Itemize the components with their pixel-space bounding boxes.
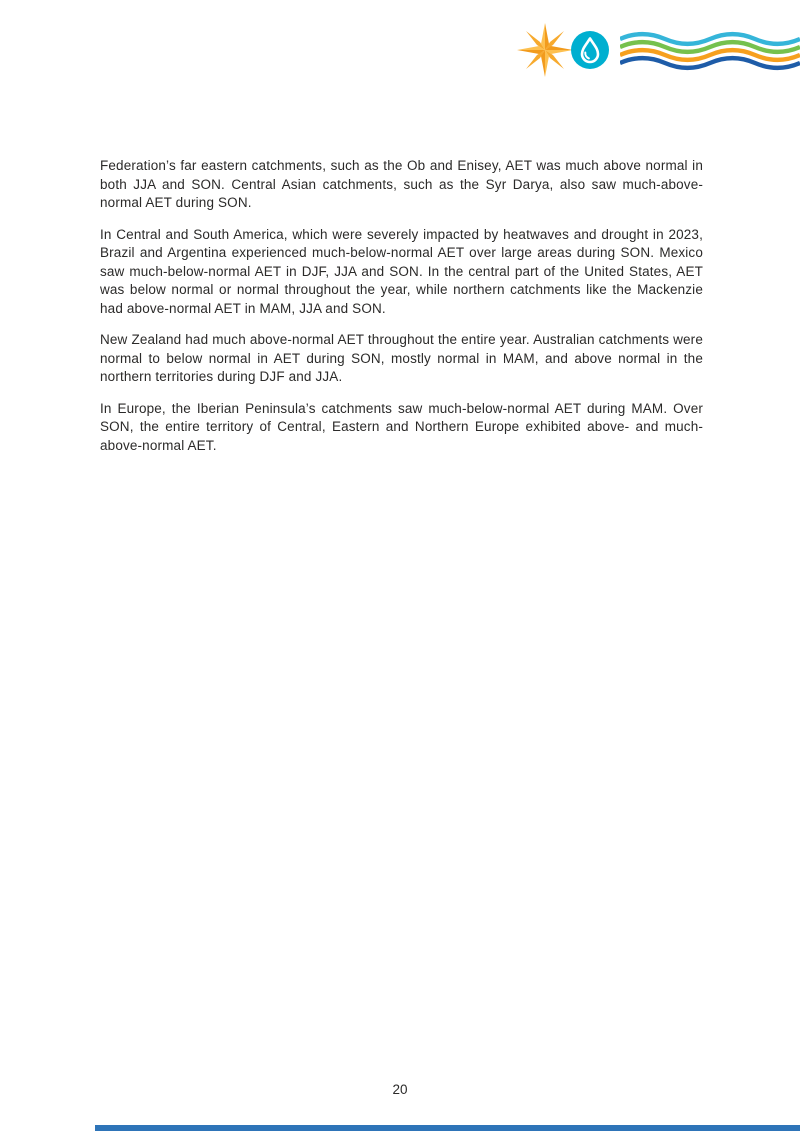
body-paragraph: In Central and South America, which were severely impacted by heatwaves and drought in 2023, Brazil and Argentina experienced much-below-normal AET over large areas during SON. Mexico saw much-below-normal AET in DJF, JJA and SON. In the central part of the United States, AET was below normal or normal throughout the year, while northern catchments like the Mackenzie had above-normal AET in MAM, JJA and SON.	[100, 226, 703, 316]
body-paragraph: New Zealand had much above-normal AET throughout the entire year. Australian catchments were normal to below normal in AET during SON, mostly normal in MAM, and above normal in the northern territories during DJF and JJA.	[100, 332, 703, 384]
water-drop-icon	[571, 31, 609, 69]
footer-rule-bar	[95, 1125, 800, 1131]
compass-star-icon	[517, 22, 573, 78]
wave-lines-icon	[620, 30, 800, 74]
body-text-block	[100, 157, 703, 468]
page-number: 20	[392, 1082, 408, 1097]
report-logo	[0, 0, 800, 80]
body-paragraph: Federation’s far eastern catchments, such as the Ob and Enisey, AET was much above normal in both JJA and SON. Central Asian catchments, such as the Syr Darya, also saw much-above-normal AET during SON.	[100, 158, 703, 210]
body-paragraph: In Europe, the Iberian Peninsula’s catchments saw much-below-normal AET during MAM. Over SON, the entire territory of Central, Eastern and Northern Europe exhibited above- and much-above-normal AET.	[100, 400, 703, 453]
